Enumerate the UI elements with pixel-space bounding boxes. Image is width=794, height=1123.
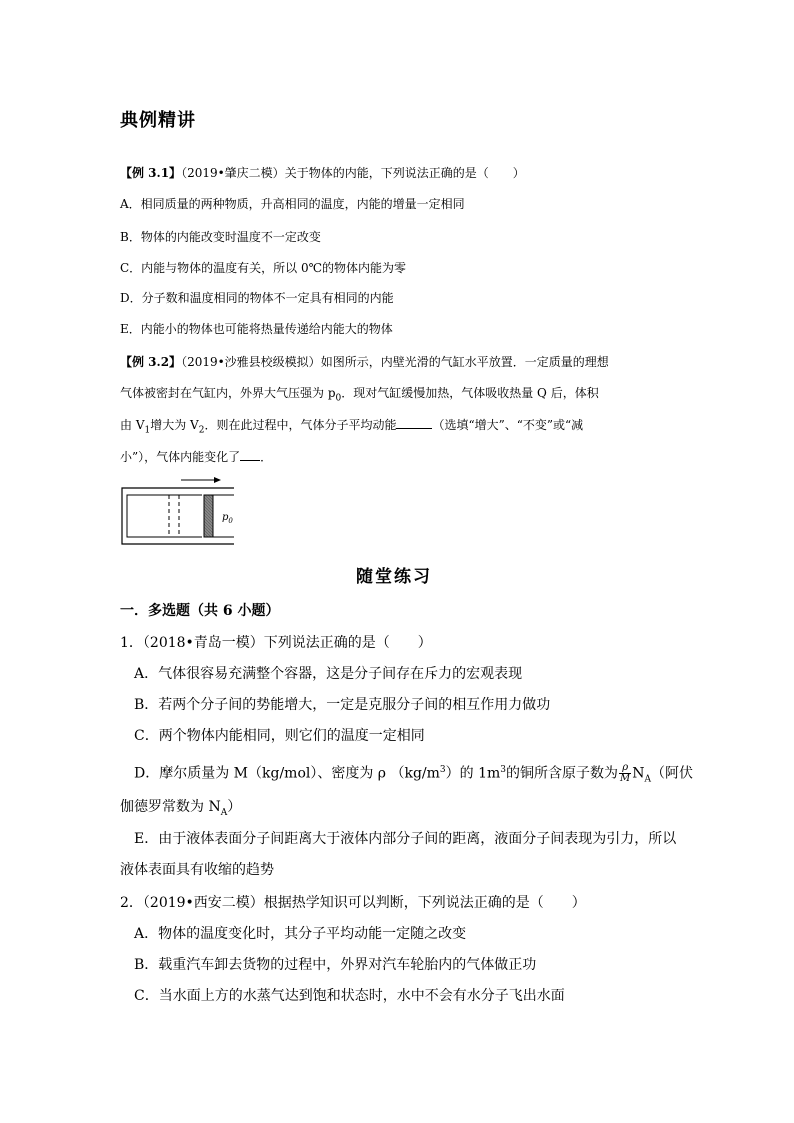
- q1-option-b: B．若两个分子间的势能增大，一定是克服分子间的相互作用力做功: [134, 697, 551, 713]
- example-text: 由 V: [120, 418, 145, 432]
- option-text: ）: [227, 799, 242, 815]
- cylinder-wall: [122, 488, 234, 544]
- subscript: A: [644, 774, 652, 785]
- superscript: 3: [439, 765, 446, 775]
- example-3-2-line4: [120, 448, 272, 465]
- pressure-label: $p_0$: [222, 512, 233, 525]
- option-b: B．物体的内能改变时温度不一定改变: [120, 230, 321, 244]
- example-3-2-line1: [120, 354, 609, 370]
- subscript: A: [220, 807, 228, 818]
- cylinder-inner-wall: [127, 495, 202, 537]
- section-title: 典例精讲: [120, 110, 196, 131]
- q2-stem: 2．（2019•西安二模）根据热学知识可以判断，下列说法正确的是（ ）: [120, 895, 586, 911]
- q1-option-e: E．由于液体表面分子间距离大于液体内部分子间的距离，液面分子间表现为引力，所以: [134, 831, 677, 847]
- fraction-numerator: ρ: [619, 763, 631, 774]
- q1-stem: 1．（2018•青岛一模）下列说法正确的是（ ）: [120, 635, 432, 651]
- option-text: 的铜所含原子数为: [506, 765, 619, 782]
- fraction: [619, 763, 631, 784]
- q1-option-e-continued: 液体表面具有收缩的趋势: [120, 862, 274, 878]
- example-3-2-line3: [120, 416, 583, 438]
- practice-title: 随堂练习: [356, 567, 432, 587]
- q1-option-a: A．气体很容易充满整个容器，这是分子间存在斥力的宏观表现: [134, 666, 523, 682]
- superscript: 3: [500, 765, 507, 775]
- q1-option-d: [134, 761, 693, 788]
- example-text: 增大为 V: [150, 418, 199, 432]
- piston: [204, 495, 213, 537]
- option-text: ）的 1m: [445, 765, 501, 782]
- answer-blank[interactable]: [240, 448, 260, 461]
- option-c: C．内能与物体的温度有关，所以 0℃的物体内能为零: [120, 261, 407, 275]
- example-question: 关于物体的内能，下列说法正确的是（ ）: [284, 166, 525, 180]
- option-text: （阿伏: [651, 765, 694, 782]
- piston-arrow: [181, 477, 221, 483]
- example-text: 气体被密封在气缸内，外界大气压强为 p: [120, 386, 336, 400]
- q2-option-a: A．物体的温度变化时，其分子平均动能一定随之改变: [134, 926, 467, 942]
- example-text: ．现对气缸缓慢加热，气体吸收热量 Q 后，体积: [341, 386, 599, 400]
- example-text: ．: [260, 450, 273, 464]
- cylinder-figure: [118, 474, 248, 546]
- option-text: D．摩尔质量为 M（kg/mol）、密度为 ρ （kg/m: [134, 765, 440, 782]
- fraction-denominator: M: [620, 773, 631, 785]
- q1-option-c: C．两个物体内能相同，则它们的温度一定相同: [134, 728, 425, 744]
- q2-option-b: B．载重汽车卸去货物的过程中，外界对汽车轮胎内的气体做正功: [134, 957, 537, 973]
- q2-option-c: C．当水面上方的水蒸气达到饱和状态时，水中不会有水分子飞出水面: [134, 988, 565, 1004]
- example-text: （选填“增大”、“不变”或“减: [432, 418, 584, 432]
- example-3-1-stem: [120, 165, 525, 181]
- example-source: （2019•沙雅县校级模拟）: [181, 355, 321, 369]
- subscript: 2: [198, 425, 205, 436]
- example-source: （2019•肇庆二模）: [181, 166, 285, 180]
- option-e: E．内能小的物体也可能将热量传递给内能大的物体: [120, 322, 393, 336]
- q1-option-d-continued: [120, 798, 241, 822]
- example-text: 如图所示，内壁光滑的气缸水平放置．一定质量的理想: [320, 355, 609, 369]
- subscript: 0: [335, 393, 342, 404]
- part-title: 一．多选题（共 6 小题）: [120, 603, 280, 619]
- example-tag: 【例 3.2】: [120, 355, 182, 369]
- example-text: ．则在此过程中，气体分子平均动能: [204, 418, 397, 432]
- answer-blank[interactable]: [396, 416, 432, 429]
- example-tag: 【例 3.1】: [120, 166, 182, 180]
- subscript: 1: [144, 425, 151, 436]
- option-a: A．相同质量的两种物质，升高相同的温度，内能的增量一定相同: [120, 197, 465, 211]
- option-text: N: [632, 765, 645, 782]
- option-d: D．分子数和温度相同的物体不一定具有相同的内能: [120, 291, 394, 305]
- option-text: 伽德罗常数为 N: [120, 799, 221, 815]
- example-3-2-line2: [120, 385, 599, 406]
- example-text: 小”），气体内能变化了: [120, 450, 241, 464]
